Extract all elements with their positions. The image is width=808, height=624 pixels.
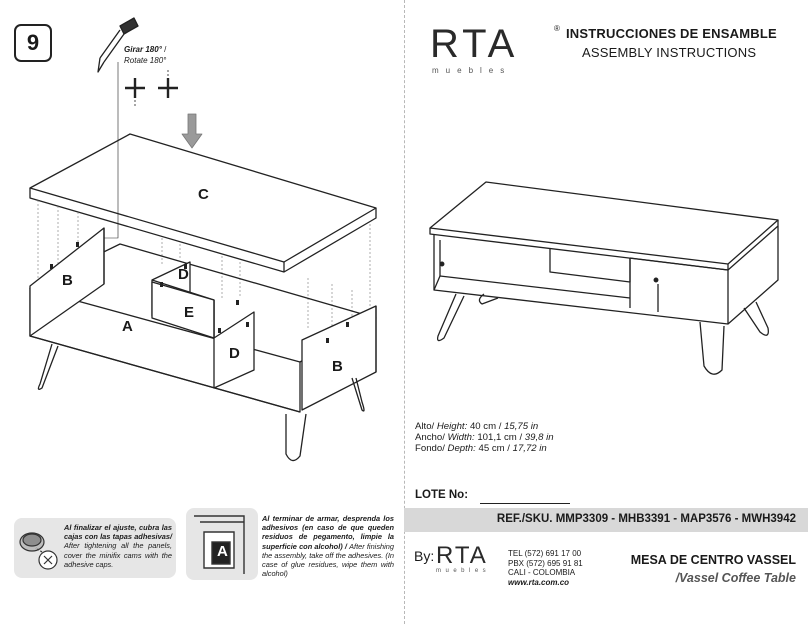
dimension-height-value-en: 15,75 in bbox=[504, 421, 539, 432]
part-label-bottom: A bbox=[122, 318, 133, 335]
dimensions-block bbox=[415, 421, 554, 454]
lote-label: LOTE No: bbox=[415, 489, 469, 501]
dimension-depth-es: Fondo/ bbox=[415, 443, 445, 454]
brand-logo-main: RTA bbox=[430, 22, 519, 66]
ref-sku: REF./SKU. MMP3309 - MHB3391 - MAP3576 - MWH3942 bbox=[496, 513, 796, 525]
finished-table-illustration bbox=[404, 170, 808, 400]
dimension-height-es: Alto/ bbox=[415, 421, 435, 432]
dimension-height-value: 40 cm / bbox=[467, 421, 505, 432]
part-label-side-left: B bbox=[62, 272, 73, 289]
down-arrow-icon bbox=[182, 114, 202, 148]
dimension-depth bbox=[415, 443, 554, 454]
adhesive-cap-icon bbox=[14, 520, 64, 578]
part-label-front: E bbox=[184, 304, 195, 321]
caps-note-es: Al finalizar el ajuste, cubra las cajas con las tapas adhesivas/ bbox=[64, 523, 172, 542]
contact-tel: TEL (572) 691 17 00 bbox=[508, 549, 582, 558]
dimension-height bbox=[415, 421, 554, 432]
footer-logo bbox=[436, 544, 490, 574]
contact-pbx: PBX (572) 695 91 81 bbox=[508, 558, 583, 568]
dimension-width-value-en: 39,8 in bbox=[524, 432, 554, 443]
page-title-en: ASSEMBLY INSTRUCTIONS bbox=[582, 45, 757, 60]
caps-note-en: After tightening all the panels, cover the minifix cams with the adhesive caps. bbox=[64, 541, 172, 569]
brand-logo bbox=[430, 24, 518, 75]
registered-mark: ® bbox=[554, 24, 560, 33]
glue-note-es: Al terminar de armar, desprenda los adhesivos (en caso de que queden residuos de pegamento, limpie la superficie con alcohol) / bbox=[262, 514, 394, 551]
dimension-depth-value-en: 17,72 in bbox=[512, 443, 547, 454]
divider-lower bbox=[214, 300, 254, 388]
dimension-width bbox=[415, 432, 554, 443]
dimension-width-en: Width: bbox=[444, 432, 475, 443]
dimension-depth-en: Depth: bbox=[444, 443, 476, 454]
dimension-width-es: Ancho/ bbox=[415, 432, 445, 443]
footer-logo-main: RTA bbox=[436, 542, 488, 569]
rotate-instruction bbox=[124, 44, 166, 66]
lote-blank-line bbox=[480, 503, 570, 504]
rotate-text-en: Rotate 180° bbox=[124, 56, 167, 65]
brand-logo-sub: muebles bbox=[432, 66, 512, 75]
rotate-text-es: Girar 180° bbox=[124, 45, 162, 54]
part-label-side-right: B bbox=[332, 358, 343, 375]
dimension-width-value: 101,1 cm / bbox=[474, 432, 525, 443]
rotate-separator: / bbox=[161, 45, 167, 54]
contact-web: www.rta.com.co bbox=[508, 577, 570, 587]
by-label: By: bbox=[414, 548, 435, 564]
part-label-divider-upper: D bbox=[178, 266, 189, 283]
glue-note-en: After finishing the assembly, take off the adhesives. (In case of glue residues, wipe them with alcohol) bbox=[262, 541, 394, 579]
contact-city: CALI - COLOMBIA bbox=[508, 568, 576, 577]
product-name-en: /Vassel Coffee Table bbox=[675, 571, 796, 585]
product-name-es: MESA DE CENTRO VASSEL bbox=[630, 553, 796, 567]
contact-block bbox=[508, 549, 583, 587]
dimension-depth-value: 45 cm / bbox=[475, 443, 513, 454]
glue-note bbox=[262, 514, 394, 578]
footer-logo-sub: muebles bbox=[436, 568, 491, 574]
rotate-screw-icon bbox=[125, 78, 178, 98]
dimension-height-en: Height: bbox=[434, 421, 468, 432]
part-label-top: C bbox=[198, 186, 209, 203]
step-number: 9 bbox=[14, 24, 52, 62]
part-label-divider-lower: D bbox=[229, 345, 240, 362]
caps-note bbox=[64, 523, 172, 569]
page-title-es: INSTRUCCIONES DE ENSAMBLE bbox=[566, 26, 777, 41]
adhesive-icon-letter: A bbox=[217, 543, 228, 560]
